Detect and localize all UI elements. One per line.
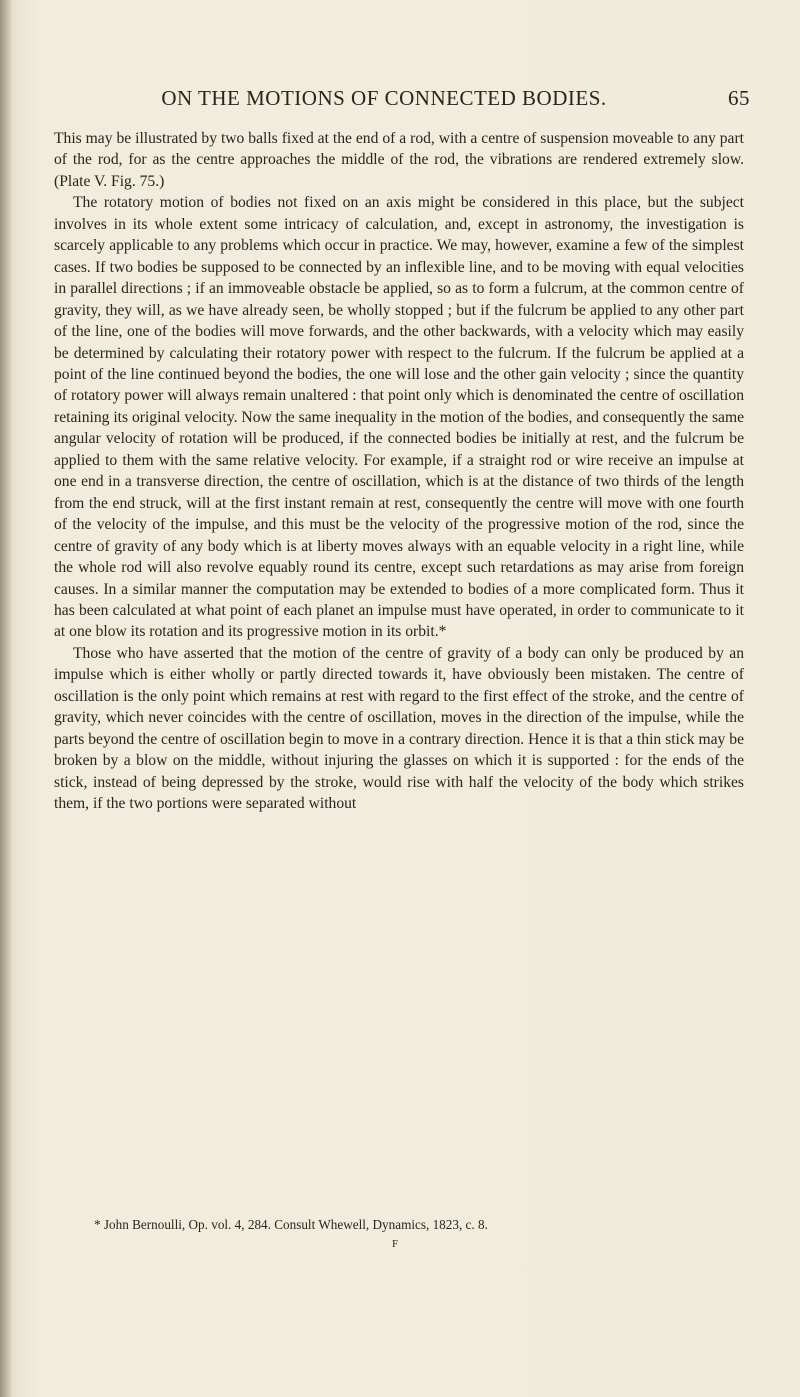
- signature-mark: F: [392, 1238, 399, 1250]
- running-header: [28, 86, 750, 116]
- paragraph-2: The rotatory motion of bodies not fixed on an axis might be considered in this place, but the subject involves in its whole extent some intricacy of calculation, and, except in astronomy, the investigation is scarcely applicable to any problems which occur in practice. We may, however, examine a few of the simplest cases. If two bodies be supposed to be connected by an inflexible line, and to be moving with equal velocities in parallel directions ; if an immoveable obstacle be applied, so as to form a fulcrum, at the common centre of gravity, they will, as we have already seen, be wholly stopped ; but if the fulcrum be applied to any other part of the line, one of the bodies will move forwards, and the other backwards, with a velocity which may easily be determined by calculating their rotatory power with respect to the fulcrum. If the fulcrum be applied at a point of the line continued beyond the bodies, the one will lose and the other gain velocity ; since the quantity of rotatory power will always remain unaltered : that point only which is denominated the centre of oscillation retaining its original velocity. Now the same inequality in the motion of the bodies, and consequently the same angular velocity of rotation will be produced, if the connected bodies be initially at rest, and the fulcrum be applied to them with the same relative velocity. For example, if a straight rod or wire receive an impulse at one end in a transverse direction, the centre of oscillation, which is at the distance of two thirds of the length from the end struck, will at the first instant remain at rest, consequently the centre will move with one fourth of the velocity of the impulse, and this must be the velocity of the progressive motion of the rod, since the centre of gravity of any body which is at liberty moves always with an equable velocity in a right line, while the whole rod will also revolve equably round its centre, except such retardations as may arise from foreign causes. In a similar manner the computation may be extended to bodies of a more complicated form. Thus it has been calculated at what point of each planet an impulse must have operated, in order to communicate to it at one blow its rotation and its progressive motion in its orbit.*: [54, 194, 744, 641]
- page-number: 65: [728, 86, 750, 110]
- footnote: * John Bernoulli, Op. vol. 4, 284. Consult Whewell, Dynamics, 1823, c. 8.: [94, 1217, 488, 1232]
- paragraph-1: This may be illustrated by two balls fixed at the end of a rod, with a centre of suspension moveable to any part of the rod, for as the centre approaches the middle of the rod, the vibrations are rendered extremely slow. (Plate V. Fig. 75.): [54, 130, 744, 190]
- page-gutter-shadow: [0, 0, 12, 1397]
- paragraph-3: Those who have asserted that the motion of the centre of gravity of a body can only be produced by an impulse which is either wholly or partly directed towards it, have obviously been mistaken. The centre of oscillation is the only point which remains at rest with regard to the first effect of the stroke, and the centre of gravity, which never coincides with the centre of oscillation, moves in the direction of the impulse, while the parts beyond the centre of oscillation begin to move in a contrary direction. Hence it is that a thin stick may be broken by a blow on the middle, without injuring the glasses on which it is supported : for the ends of the stick, instead of being depressed by the stroke, would rise with half the velocity of the body which strikes them, if the two portions were separated without: [54, 644, 744, 813]
- running-title: ON THE MOTIONS OF CONNECTED BODIES.: [161, 86, 607, 110]
- body-text: [54, 128, 744, 815]
